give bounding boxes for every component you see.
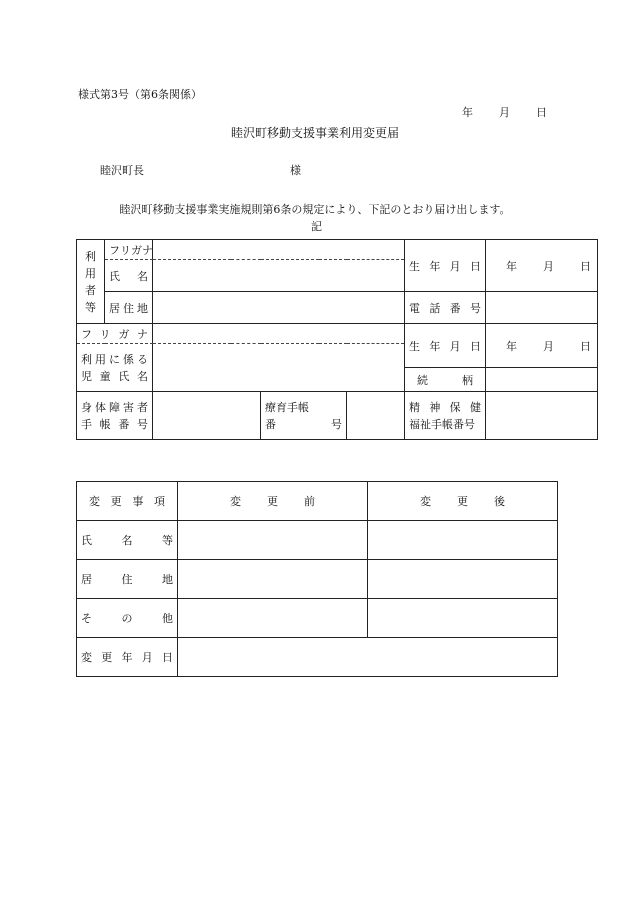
table-row bbox=[77, 521, 558, 560]
birthdate-field[interactable]: 年 月 日 bbox=[486, 240, 598, 292]
before-change-header: 変 更 前 bbox=[178, 482, 368, 521]
child-furigana-label: フ リ ガ ナ bbox=[77, 324, 153, 344]
disability-handbook-label: 身 体 障 害 者 手 帳 番 号 bbox=[77, 392, 153, 440]
relation-field[interactable] bbox=[486, 368, 598, 392]
change-date-field[interactable] bbox=[178, 638, 558, 677]
child-birthdate-field[interactable]: 年 月 日 bbox=[486, 324, 598, 368]
table-row bbox=[77, 560, 558, 599]
user-group-label: 利 用 者 等 bbox=[77, 240, 105, 324]
child-name-field[interactable] bbox=[153, 344, 405, 392]
address-after-field[interactable] bbox=[368, 560, 558, 599]
ki-label: 記 bbox=[311, 220, 322, 233]
statement: 睦沢町移動支援事業実施規則第6条の規定により、下記のとおり届け出します。 bbox=[119, 203, 511, 216]
child-furigana-field[interactable] bbox=[153, 324, 405, 344]
addressee: 睦沢町長 bbox=[100, 164, 144, 177]
ryoiku-handbook-label: 療育手帳 番 号 bbox=[261, 392, 347, 440]
child-birthdate-label: 生 年 月 日 bbox=[405, 324, 486, 368]
table-row bbox=[77, 599, 558, 638]
year-label: 年 bbox=[462, 106, 473, 119]
phone-field[interactable] bbox=[486, 292, 598, 324]
change-table bbox=[76, 481, 558, 677]
other-after-field[interactable] bbox=[368, 599, 558, 638]
after-change-header: 変 更 後 bbox=[368, 482, 558, 521]
row-label-address: 居 住 地 bbox=[77, 560, 178, 599]
disability-handbook-field[interactable] bbox=[153, 392, 261, 440]
address-label: 居 住 地 bbox=[105, 292, 153, 324]
row-label-other: そ の 他 bbox=[77, 599, 178, 638]
row-label-name: 氏 名 等 bbox=[77, 521, 178, 560]
furigana-field[interactable] bbox=[153, 240, 405, 260]
name-label: 氏 名 bbox=[105, 260, 153, 292]
other-before-field[interactable] bbox=[178, 599, 368, 638]
child-name-label: 利 用 に 係 る 児 童 氏 名 bbox=[77, 344, 153, 392]
change-item-header: 変 更 事 項 bbox=[77, 482, 178, 521]
month-label: 月 bbox=[499, 106, 510, 119]
user-info-table bbox=[76, 239, 598, 440]
mental-handbook-field[interactable] bbox=[486, 392, 598, 440]
relation-label: 続 柄 bbox=[405, 368, 486, 392]
name-after-field[interactable] bbox=[368, 521, 558, 560]
furigana-label: フ リ ガ ナ bbox=[105, 240, 153, 260]
address-field[interactable] bbox=[153, 292, 405, 324]
day-label: 日 bbox=[536, 106, 547, 119]
address-before-field[interactable] bbox=[178, 560, 368, 599]
table-row bbox=[77, 638, 558, 677]
row-label-change-date: 変 更 年 月 日 bbox=[77, 638, 178, 677]
form-number: 様式第3号（第6条関係） bbox=[78, 88, 202, 101]
birthdate-label: 生 年 月 日 bbox=[405, 240, 486, 292]
mental-handbook-label: 精 神 保 健 福祉手帳番号 bbox=[405, 392, 486, 440]
name-before-field[interactable] bbox=[178, 521, 368, 560]
document-title: 睦沢町移動支援事業利用変更届 bbox=[230, 126, 399, 140]
ryoiku-handbook-field[interactable] bbox=[347, 392, 405, 440]
phone-label: 電 話 番 号 bbox=[405, 292, 486, 324]
name-field[interactable] bbox=[153, 260, 405, 292]
submission-date bbox=[462, 104, 547, 120]
honorific: 様 bbox=[290, 164, 301, 177]
